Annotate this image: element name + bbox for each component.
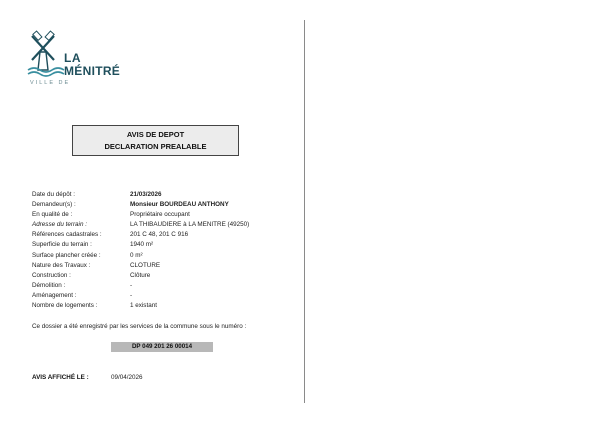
field-label: Demandeur(s) : xyxy=(32,201,76,209)
field-label: Surface plancher créée : xyxy=(32,251,101,259)
logo-text-menitre: MÉNITRÉ xyxy=(64,64,121,78)
municipality-logo xyxy=(26,30,136,90)
field-value: Clôture xyxy=(130,271,151,279)
field-label: Superficie du terrain : xyxy=(32,241,92,249)
field-value: 1 existant xyxy=(130,302,157,310)
field-value: 201 C 48, 201 C 916 xyxy=(130,231,189,239)
title-line-2: DECLARATION PREALABLE xyxy=(104,142,207,151)
field-label: Adresse du terrain : xyxy=(32,221,87,229)
field-label: Démolition : xyxy=(32,281,66,289)
field-label: Références cadastrales : xyxy=(32,231,102,239)
field-label: En qualité de : xyxy=(32,211,73,219)
field-value: Monsieur BOURDEAU ANTHONY xyxy=(130,201,229,209)
logo-tagline: VILLE DE xyxy=(30,80,71,86)
field-value: CLOTURE xyxy=(130,261,161,269)
notice-title-box xyxy=(72,125,239,156)
posted-date-label: AVIS AFFICHÉ LE : xyxy=(32,374,89,381)
field-value: 0 m² xyxy=(130,251,143,259)
field-label: Nombre de logements : xyxy=(32,302,98,310)
registration-note: Ce dossier a été enregistré par les services de la commune sous le numéro : xyxy=(32,323,247,330)
field-value: - xyxy=(130,281,133,289)
field-label: Construction : xyxy=(32,271,71,279)
dossier-number-badge: DP 049 201 26 00014 xyxy=(111,342,213,352)
field-label: Aménagement : xyxy=(32,291,77,299)
posted-date-value: 09/04/2026 xyxy=(111,374,143,381)
field-label: Date du dépôt : xyxy=(32,191,76,198)
field-value: Propriétaire occupant xyxy=(130,211,190,219)
field-value: LA THIBAUDIERE à LA MENITRE (49250) xyxy=(130,221,250,229)
logo-text-la: LA xyxy=(64,51,81,65)
field-value: 21/03/2026 xyxy=(130,191,162,198)
page-divider xyxy=(304,20,305,403)
windmill-logo-icon xyxy=(26,30,66,82)
title-line-1: AVIS DE DEPOT xyxy=(126,130,185,139)
field-label: Nature des Travaux : xyxy=(32,261,91,269)
field-value: - xyxy=(130,291,133,299)
field-value: 1940 m² xyxy=(130,241,154,249)
